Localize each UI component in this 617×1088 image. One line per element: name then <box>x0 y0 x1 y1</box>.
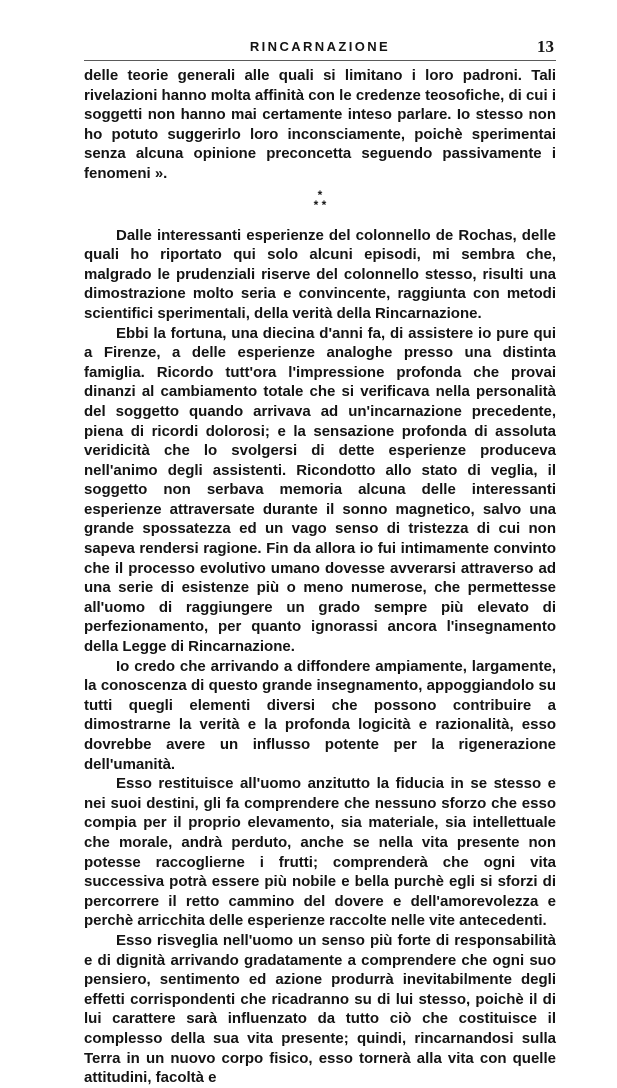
section-ornament <box>84 187 556 212</box>
running-head <box>84 37 556 57</box>
ornament-top-asterisk: * <box>317 187 323 202</box>
paragraph-rochas-experiments: Dalle interessanti esperienze del colonnello de Rochas, delle quali ho riportato qui solo alcuni episodi, mi sembra che, malgrado le prudenziali riserve del colonnello stesso, risulti una dimostrazione molto seria e convincente, raggiunta con metodi scientifici sperimentali, della verità della Rincarnazione. <box>84 226 556 322</box>
paragraph-restores-trust: Esso restituisce all'uomo anzitutto la fiducia in se stesso e nei suoi destini, gli fa comprendere che nessuno sforzo che esso compia per il proprio elevamento, sia materiale, sia intellettuale che morale, andrà perduto, anche se nella vita presente non potesse raccoglierne i frutti; comprenderà che ogni vita successiva potrà essere più nobile e bella purchè egli si sforzi di percorrere il retto cammino del dovere e dell'amorevolezza e perchè arricchita delle esperienze raccolte nelle vite antecedenti. <box>84 775 556 930</box>
paragraph-continued: delle teorie generali alle quali si limitano i loro padroni. Tali rivelazioni hanno molta affinità con le credenze teosofiche, di cui i soggetti non hanno mai certamente inteso parlare. Io stesso non ho potuto suggerirlo loro inconsciamente, poichè sperimentai senza alcuna opinione preconcetta seguendo passivamente i fenomeni ». <box>84 67 556 182</box>
body-text <box>84 66 556 1088</box>
paragraph-awakens-responsibility: Esso risveglia nell'uomo un senso più forte di responsabilità e di dignità arrivando gradatamente a comprendere che ogni suo pensiero, sentimento ed azione produrrà inevitabilmente degli effetti corrispondenti che ricadranno su di lui stesso, poichè il di lui carattere sarà influenzato da tutto ciò che costituisce il complesso della sua vita presente; quindi, rincarnandosi sulla Terra in un nuovo corpo fisico, esso tornerà alla vita con quelle attitudini, facoltà e <box>84 931 556 1087</box>
section-gap <box>84 214 556 226</box>
page-number: 13 <box>537 37 554 56</box>
running-title: RINCARNAZIONE <box>249 39 391 54</box>
header-rule <box>84 60 556 61</box>
ornament-bottom-asterisks: * * <box>313 197 327 212</box>
paragraph-spreading-teaching: Io credo che arrivando a diffondere ampiamente, largamente, la conoscenza di questo grande insegnamento, appoggiandolo su tutti quegli elementi diversi che possono contribuire a dimostrarne la verità e la profonda logicità e razionalità, esso dovrebbe avere un influsso potente per la rigenerazione dell'umanità. <box>84 657 556 773</box>
paragraph-florence-experiences: Ebbi la fortuna, una diecina d'anni fa, di assistere io pure qui a Firenze, a delle esperienze analoghe presso una distinta famiglia. Ricordo tutt'ora l'impressione profonda che provai dinanzi al cambiamento totale che si verificava nella personalità del soggetto quando arrivava ad un'incarnazione precedente, piena di ricordi dolorosi; e la sensazione profonda di assoluta veridicità che lo svolgersi di dette esperienze produceva nell'animo degli assistenti. Ricondotto allo stato di veglia, il soggetto non serbava memoria alcuna delle interessanti esperienze attraversate durante il sonno magnetico, salvo una grande spossatezza ed un vago senso di tristezza di cui non sapeva rendersi ragione. Fin da allora io fui intimamente convinto che il processo evolutivo umano dovesse avverarsi attraverso ad una serie di esistenze più o meno numerose, che permettesse all'uomo di raggiungere un grado sempre più elevato di perfezionamento, per quanto ignorassi ancora l'insegnamento della Legge di Rincarnazione. <box>84 324 556 656</box>
